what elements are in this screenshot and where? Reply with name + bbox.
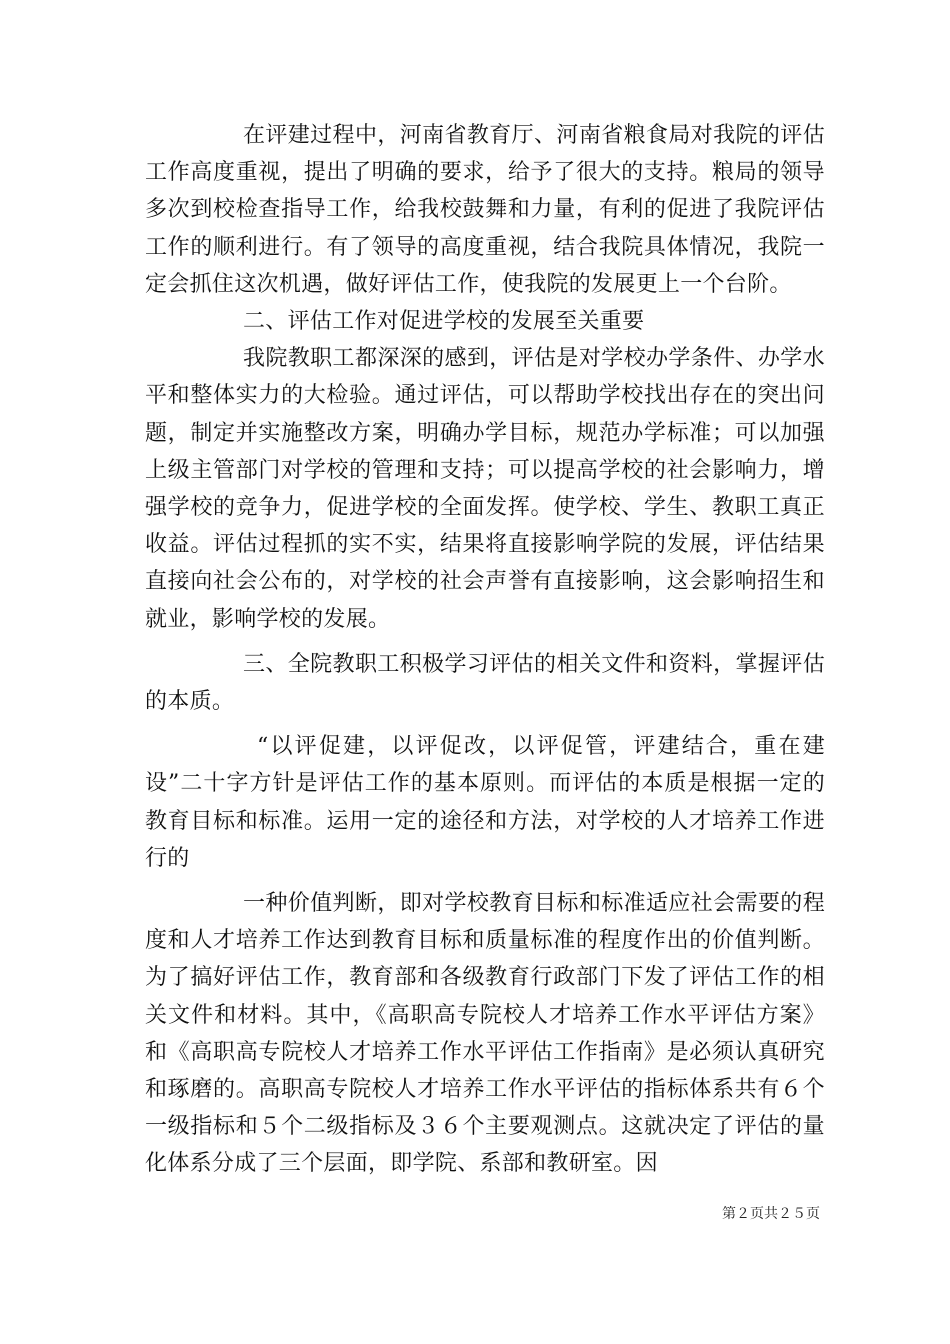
page-footer <box>680 1203 820 1223</box>
paragraph-evaluation-importance: 我院教职工都深深的感到，评估是对学校办学条件、办学水平和整体实力的大检验。通过评估，可以帮助学校找出存在的突出问题，制定并实施整改方案，明确办学目标，规范办学标准；可以加强上级主管部门对学校的管理和支持；可以提高学校的社会影响力，增强学校的竞争力，促进学校的全面发挥。使学校、学生、教职工真正收益。评估过程抓的实不实，结果将直接影响学院的发展，评估结果直接向社会公布的，对学校的社会声誉有直接影响，这会影响招生和就业，影响学校的发展。 <box>145 346 825 632</box>
page-number-label: 第２页共２５页 <box>722 1206 820 1222</box>
paragraph-evaluation-support: 在评建过程中，河南省教育厅、河南省粮食局对我院的评估工作高度重视，提出了明确的要求，给予了很大的支持。粮局的领导多次到校检查指导工作，给我校鼓舞和力量，有利的促进了我院评估工作的顺利进行。有了领导的高度重视，结合我院具体情况，我院一定会抓住这次机遇，做好评估工作，使我院的发展更上一个台阶。 <box>145 123 825 297</box>
paragraph-value-judgement: 一种价值判断，即对学校教育目标和标准适应社会需要的程度和人才培养工作达到教育目标和质量标准的程度作出的价值判断。为了搞好评估工作，教育部和各级教育行政部门下发了评估工作的相关文件和材料。其中，《高职高专院校人才培养工作水平评估方案》和《高职高专院校人才培养工作水平评估工作指南》是必须认真研究和琢磨的。高职高专院校人才培养工作水平评估的指标体系共有６个一级指标和５个二级指标及３６个主要观测点。这就决定了评估的量化体系分成了三个层面，即学院、系部和教研室。因 <box>145 891 825 1177</box>
paragraph-principle: “以评促建，以评促改，以评促管，评建结合，重在建设”二十字方针是评估工作的基本原则。而评估的本质是根据一定的教育目标和标准。运用一定的途径和方法，对学校的人才培养工作进行的 <box>145 734 825 871</box>
section-heading-2: 二、评估工作对促进学校的发展至关重要 <box>243 309 645 335</box>
section-heading-3: 三、全院教职工积极学习评估的相关文件和资料，掌握评估的本质。 <box>145 651 825 715</box>
document-body <box>145 117 825 1183</box>
